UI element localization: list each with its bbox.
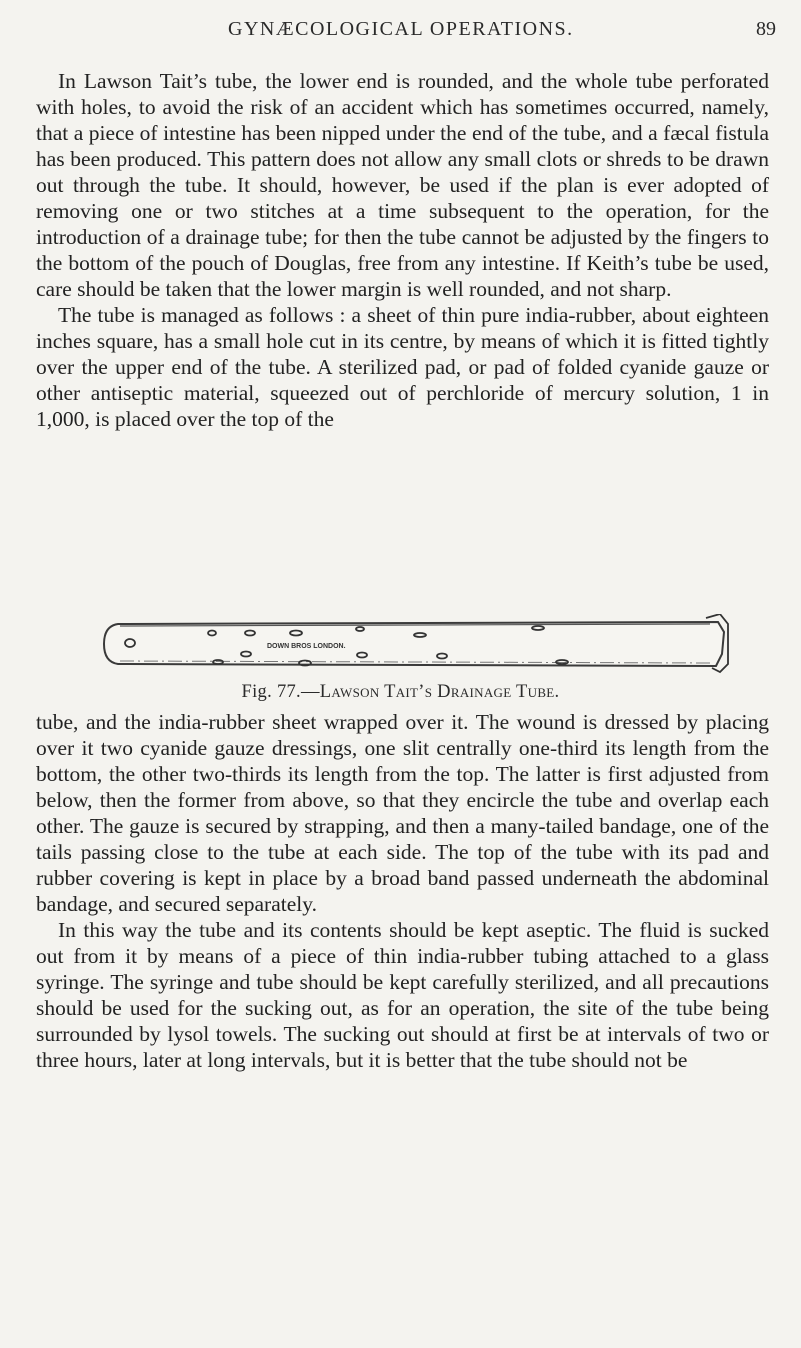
drainage-tube-figure <box>100 614 730 674</box>
tube-body <box>104 622 724 666</box>
figure-title: Lawson Tait’s Drainage Tube. <box>319 682 560 702</box>
paragraph: The tube is managed as follows : a sheet of thin pure india-rubber, about eighteen inches square, has a small hole cut in its centre, by means of which it is fitted tightly over the upper end of the tube. A sterilized pad, or pad of folded cyanide gauze or other antiseptic material, squeezed out of perchloride of mercury solution, 1 in 1,000, is placed over the top of the <box>36 303 769 431</box>
paragraph: In Lawson Tait’s tube, the lower end is rounded, and the whole tube perforated with holes, to avoid the risk of an accident which has sometimes occurred, namely, that a piece of intestine has been nipped under the end of the tube, and a fæcal fistula has been produced. This pattern does not allow any small clots or shreds to be drawn out through the tube. It should, however, be used if the plan is ever adopted of removing one or two stitches at a time subsequent to the operation, for the introduction of a drainage tube; for then the tube cannot be adjusted by the fingers to the bottom of the pouch of Douglas, free from any intestine. If Keith’s tube be used, care should be taken that the lower margin is well rounded, and not sharp. <box>36 69 769 301</box>
page-number: 89 <box>756 18 776 40</box>
figure-number: Fig. 77.— <box>241 682 320 702</box>
figure-caption <box>0 682 801 703</box>
running-head <box>0 12 801 48</box>
drainage-tube-illustration <box>100 614 730 674</box>
body-text-bottom <box>36 709 769 1073</box>
maker-mark: DOWN BROS LONDON. <box>267 643 346 650</box>
paragraph: In this way the tube and its contents should be kept aseptic. The fluid is sucked out from it by means of a piece of thin india-rubber tubing attached to a glass syringe. The syringe and tube should be kept carefully sterilized, and all precautions should be used for the sucking out, as for an operation, the site of the tube being surrounded by lysol towels. The sucking out should at first be at intervals of two or three hours, later at long intervals, but it is better that the tube should not be <box>36 918 769 1072</box>
paragraph: tube, and the india-rubber sheet wrapped over it. The wound is dressed by placing over it two cyanide gauze dressings, one slit centrally one-third its length from the bottom, the other two-thirds its length from the top. The latter is first adjusted from below, then the former from above, so that they encircle the tube and overlap each other. The gauze is secured by strapping, and then a many-tailed bandage, one of the tails passing close to the tube at each side. The top of the tube with its pad and rubber covering is kept in place by a broad band passed underneath the abdominal bandage, and secured separately. <box>36 710 769 916</box>
running-title: GYNÆCOLOGICAL OPERATIONS. <box>228 18 574 40</box>
body-text-top <box>36 68 769 432</box>
